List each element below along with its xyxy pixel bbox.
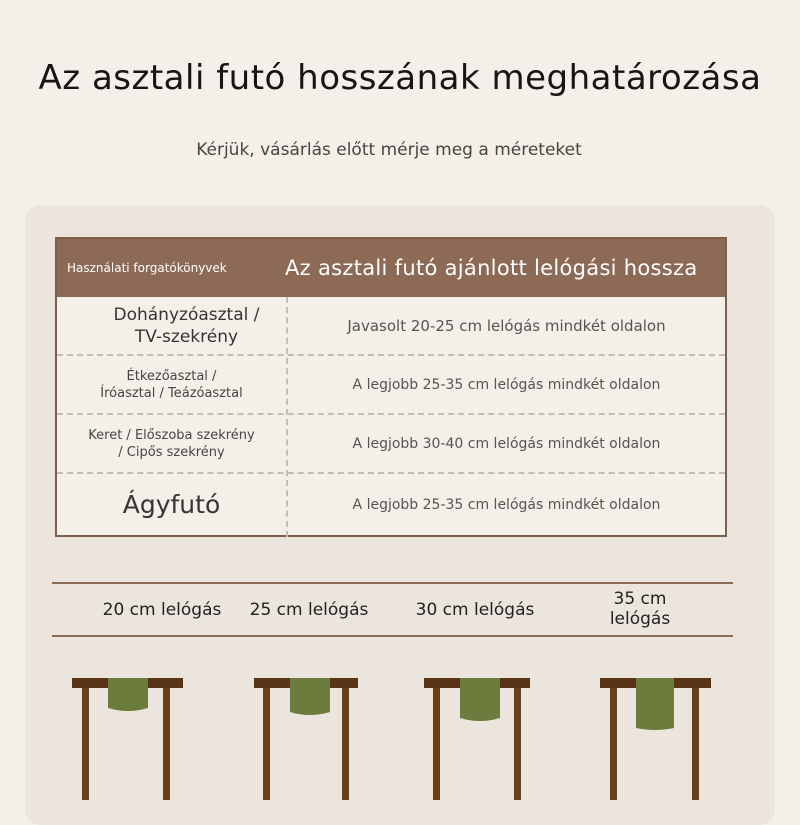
recommendation-cell: A legjobb 30-40 cm lelógás mindkét oldalon (352, 435, 661, 452)
divider-top (52, 582, 733, 584)
drop-label-35-line1: 35 cm (613, 589, 667, 609)
drop-label-35 (590, 589, 690, 629)
table-row (57, 474, 725, 535)
divider-bottom (52, 635, 733, 637)
scenario-line2: Íróasztal / Teázóasztal (100, 385, 243, 401)
recommendation-cell: A legjobb 25-35 cm lelógás mindkét oldalon (352, 376, 661, 393)
table-illustrations (0, 660, 800, 800)
table-row (57, 356, 725, 415)
scenario-line1: Étkezőasztal / (126, 368, 217, 384)
scenario-cell (57, 297, 286, 354)
table-illustration-30 (424, 678, 530, 800)
table-illustration-25 (254, 678, 358, 800)
table-illustration-35 (600, 678, 711, 800)
runner-20 (108, 678, 148, 711)
scenario-line2: / Cipős szekrény (118, 444, 225, 460)
header-length: Az asztali futó ajánlott lelógási hossza (285, 256, 698, 280)
runner-30 (460, 678, 500, 721)
overhang-table (55, 237, 727, 537)
scenario-line1: Keret / Előszoba szekrény (88, 427, 255, 443)
runner-25 (290, 678, 330, 715)
scenario-cell (57, 415, 286, 472)
table-row (57, 297, 725, 356)
drop-label-20: 20 cm lelógás (102, 600, 222, 620)
runner-35 (636, 678, 674, 730)
recommendation-cell: Javasolt 20-25 cm lelógás mindkét oldalon (347, 316, 666, 335)
drop-label-25: 25 cm lelógás (249, 600, 369, 620)
page-title: Az asztali futó hosszának meghatározása (38, 58, 762, 98)
table-row (57, 415, 725, 474)
scenario-line1: Dohányzóasztal / (113, 304, 260, 325)
scenario-cell (57, 356, 286, 413)
table-illustration-20 (72, 678, 183, 800)
scenario-cell: Ágyfutó (122, 490, 221, 519)
drop-label-30: 30 cm lelógás (415, 600, 535, 620)
page-subtitle: Kérjük, vásárlás előtt mérje meg a méreteket (196, 140, 582, 160)
recommendation-cell: A legjobb 25-35 cm lelógás mindkét oldalon (352, 496, 661, 513)
table-header (57, 239, 725, 297)
header-scenario: Használati forgatókönyvek (67, 261, 227, 275)
drop-label-35-line2: lelógás (609, 609, 671, 629)
scenario-line2: TV-szekrény (134, 326, 239, 347)
